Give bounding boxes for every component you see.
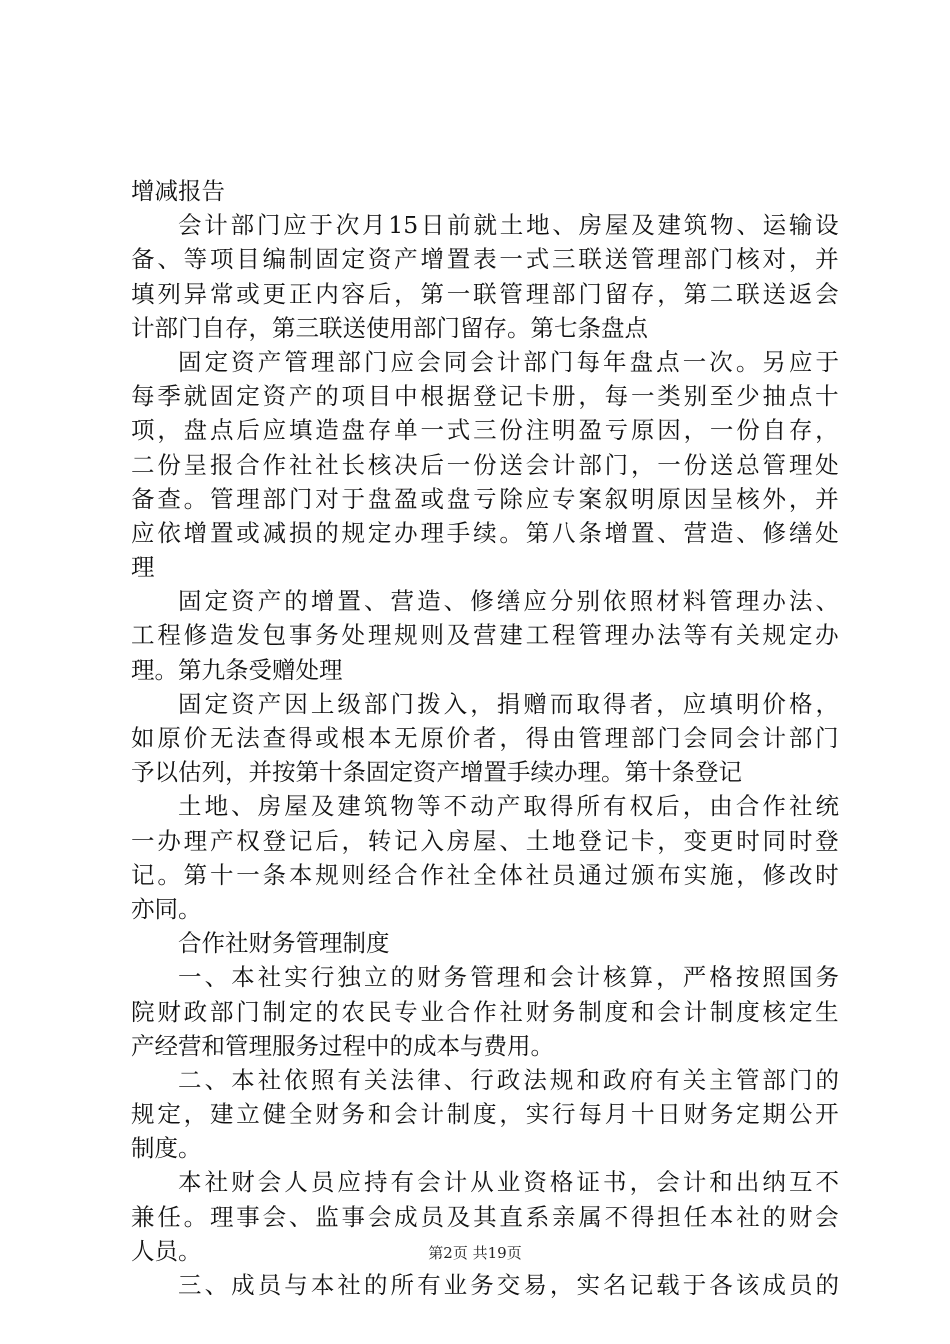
text-line: 每 季 就 固 定 资 产 的 项 目 中 根 据 登 记 卡 册 ， 每 一 类 别 至 少 抽 点 十 (131, 382, 839, 411)
text-line: 亦同。 (131, 894, 202, 923)
text-line: 一 、 本 社 实 行 独 立 的 财 务 管 理 和 会 计 核 算 ， 严 格 按 照 国 务 (178, 963, 839, 992)
page-footer: 第2页 共19页 (428, 1244, 522, 1262)
text-line: 应 依 增 置 或 减 损 的 规 定 办 理 手 续 。 第 八 条 增 置 、 营 造 、 修 缮 处 (131, 518, 839, 547)
text-line: 土 地 、 房 屋 及 建 筑 物 等 不 动 产 取 得 所 有 权 后 ， 由 合 作 社 统 (178, 792, 839, 821)
text-line: 固 定 资 产 管 理 部 门 应 会 同 会 计 部 门 每 年 盘 点 一 次 。 另 应 于 (178, 347, 839, 376)
text-line: 本 社 财 会 人 员 应 持 有 会 计 从 业 资 格 证 书 ， 会 计 和 出 纳 互 不 (178, 1168, 839, 1197)
text-line: 工 程 修 造 发 包 事 务 处 理 规 则 及 营 建 工 程 管 理 办 法 等 有 关 规 定 办 (131, 621, 839, 650)
text-line: 备 查 。 管 理 部 门 对 于 盘 盈 或 盘 亏 除 应 专 案 叙 明 原 因 呈 核 外 ， 并 (131, 484, 839, 513)
text-line: 增减报告 (131, 177, 225, 205)
text-line: 产经营和管理服务过程中的成本与费用。 (131, 1031, 554, 1060)
text-line: 理。第九条受赠处理 (131, 655, 343, 684)
text-line: 填 列 异 常 或 更 正 内 容 后 ， 第 一 联 管 理 部 门 留 存 ， 第 二 联 送 返 会 (131, 279, 839, 308)
text-line: 三 、 成 员 与 本 社 的 所 有 业 务 交 易 ， 实 名 记 载 于 各 该 成 员 的 (178, 1271, 839, 1299)
text-line: 记 。 第 十 一 条 本 规 则 经 合 作 社 全 体 社 员 通 过 颁 布 实 施 ， 修 改 时 (131, 860, 839, 889)
text-line: 会 计 部 门 应 于 次 月 15 日 前 就 土 地 、 房 屋 及 建 筑 物 、 运 输 设 (178, 211, 839, 240)
text-line: 固 定 资 产 因 上 级 部 门 拨 入 ， 捐 赠 而 取 得 者 ， 应 填 明 价 格 ， (178, 689, 839, 718)
text-line: 二 份 呈 报 合 作 社 社 长 核 决 后 一 份 送 会 计 部 门 ， 一 份 送 总 管 理 处 (131, 450, 839, 479)
text-line: 人员。 (131, 1236, 202, 1265)
text-line: 项 ， 盘 点 后 应 填 造 盘 存 单 一 式 三 份 注 明 盈 亏 原 因 ， 一 份 自 存 ， (131, 416, 839, 445)
text-line: 计部门自存，第三联送使用部门留存。第七条盘点 (131, 313, 648, 342)
text-line: 如 原 价 无 法 查 得 或 根 本 无 原 价 者 ， 得 由 管 理 部 门 会 同 会 计 部 门 (131, 724, 839, 752)
text-line: 兼 任 。 理 事 会 、 监 事 会 成 员 及 其 直 系 亲 属 不 得 担 任 本 社 的 财 会 (131, 1202, 839, 1231)
text-line: 规 定 ， 建 立 健 全 财 务 和 会 计 制 度 ， 实 行 每 月 十 日 财 务 定 期 公 开 (131, 1100, 839, 1129)
text-line: 制度。 (131, 1134, 202, 1163)
text-line: 理 (131, 553, 155, 582)
text-line: 合作社财务管理制度 (178, 929, 390, 958)
text-line: 备 、 等 项 目 编 制 固 定 资 产 增 置 表 一 式 三 联 送 管 理 部 门 核 对 ， 并 (131, 245, 839, 274)
document-body (131, 174, 839, 1302)
text-line: 一 办 理 产 权 登 记 后 ， 转 记 入 房 屋 、 土 地 登 记 卡 ， 变 更 时 同 时 登 (131, 826, 839, 855)
text-line: 二 、 本 社 依 照 有 关 法 律 、 行 政 法 规 和 政 府 有 关 主 管 部 门 的 (178, 1065, 839, 1094)
text-line: 予以估列，并按第十条固定资产增置手续办理。第十条登记 (131, 758, 742, 787)
text-line: 固 定 资 产 的 增 置 、 营 造 、 修 缮 应 分 别 依 照 材 料 管 理 办 法 、 (178, 587, 839, 616)
text-line: 院 财 政 部 门 制 定 的 农 民 专 业 合 作 社 财 务 制 度 和 会 计 制 度 核 定 生 (131, 997, 839, 1026)
